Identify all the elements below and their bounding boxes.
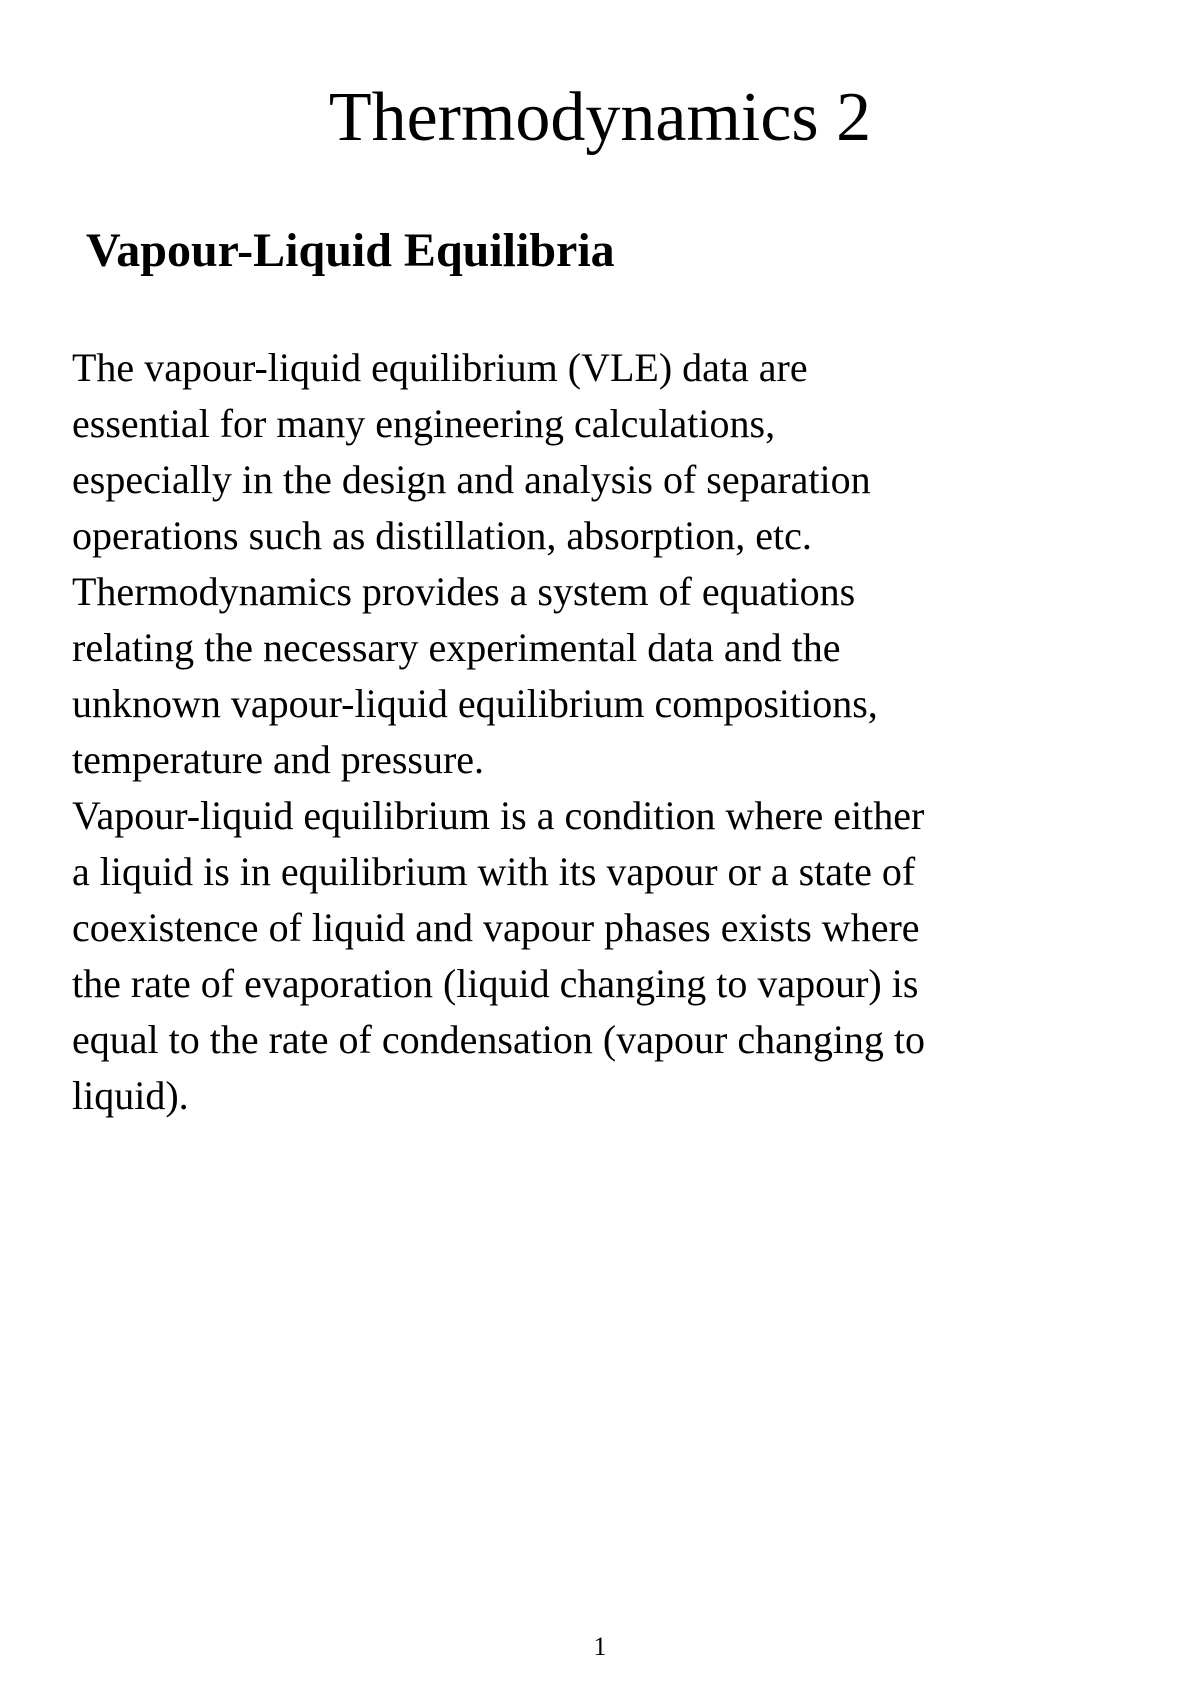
body-line: operations such as distillation, absorption, etc. xyxy=(72,513,812,558)
body-line: unknown vapour-liquid equilibrium compositions, xyxy=(72,681,878,726)
body-line: a liquid is in equilibrium with its vapour or a state of xyxy=(72,849,916,894)
body-line: Thermodynamics provides a system of equations xyxy=(72,569,856,614)
page-title: Thermodynamics 2 xyxy=(328,79,872,156)
body-line: Vapour-liquid equilibrium is a condition where either xyxy=(72,793,925,838)
body-line: temperature and pressure. xyxy=(72,737,485,782)
body-line: liquid). xyxy=(72,1073,189,1118)
body-line: equal to the rate of condensation (vapour changing to xyxy=(72,1017,926,1062)
section-heading: Vapour-Liquid Equilibria xyxy=(86,224,615,277)
body-line: especially in the design and analysis of separation xyxy=(72,457,871,502)
body-paragraphs xyxy=(72,340,1152,1124)
body-line: the rate of evaporation (liquid changing to vapour) is xyxy=(72,961,919,1006)
body-line: coexistence of liquid and vapour phases exists where xyxy=(72,905,920,950)
body-line: relating the necessary experimental data and the xyxy=(72,625,841,670)
body-line: essential for many engineering calculations, xyxy=(72,401,776,446)
body-line: The vapour-liquid equilibrium (VLE) data are xyxy=(72,345,808,390)
page-number: 1 xyxy=(593,1632,607,1661)
